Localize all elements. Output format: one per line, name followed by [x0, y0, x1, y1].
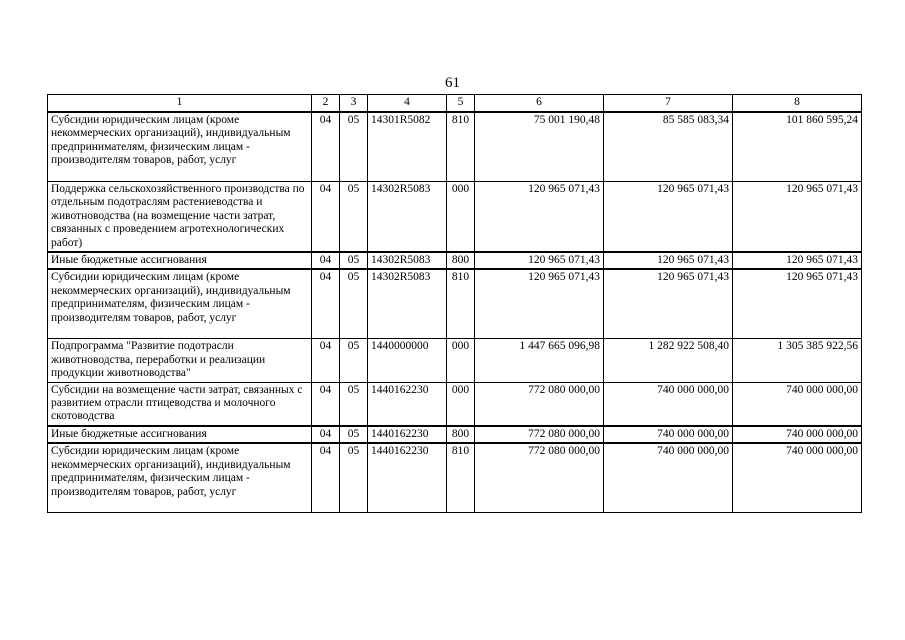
amount-col8: 740 000 000,00	[733, 382, 862, 426]
amount-col8: 1 305 385 922,56	[733, 339, 862, 382]
section-code: 04	[312, 426, 340, 443]
target-article-code: 14302R5083	[368, 269, 447, 339]
table-row	[48, 382, 862, 426]
header-cell: 4	[368, 95, 447, 113]
expense-type-code: 810	[447, 112, 475, 182]
item-name: Субсидии на возмещение части затрат, связанных с развитием отрасли птицеводства и молочного скотоводства	[48, 382, 312, 426]
expense-type-code: 800	[447, 426, 475, 443]
amount-col7: 85 585 083,34	[604, 112, 733, 182]
subsection-code: 05	[340, 339, 368, 382]
section-code: 04	[312, 443, 340, 513]
amount-col8: 740 000 000,00	[733, 426, 862, 443]
table-row	[48, 182, 862, 253]
section-code: 04	[312, 112, 340, 182]
amount-col6: 120 965 071,43	[475, 252, 604, 269]
target-article-code: 14302R5083	[368, 182, 447, 253]
amount-col6: 772 080 000,00	[475, 443, 604, 513]
subsection-code: 05	[340, 182, 368, 253]
header-cell: 7	[604, 95, 733, 113]
amount-col7: 740 000 000,00	[604, 443, 733, 513]
expense-type-code: 810	[447, 443, 475, 513]
table-row	[48, 112, 862, 182]
budget-table	[47, 94, 862, 513]
amount-col7: 740 000 000,00	[604, 382, 733, 426]
amount-col6: 772 080 000,00	[475, 426, 604, 443]
target-article-code: 1440162230	[368, 443, 447, 513]
expense-type-code: 810	[447, 269, 475, 339]
amount-col6: 120 965 071,43	[475, 182, 604, 253]
header-cell: 3	[340, 95, 368, 113]
expense-type-code: 000	[447, 182, 475, 253]
subsection-code: 05	[340, 112, 368, 182]
section-code: 04	[312, 252, 340, 269]
section-code: 04	[312, 382, 340, 426]
target-article-code: 1440000000	[368, 339, 447, 382]
header-cell: 6	[475, 95, 604, 113]
section-code: 04	[312, 182, 340, 253]
header-cell: 8	[733, 95, 862, 113]
table-row	[48, 339, 862, 382]
amount-col7: 740 000 000,00	[604, 426, 733, 443]
item-name: Иные бюджетные ассигнования	[48, 426, 312, 443]
target-article-code: 14301R5082	[368, 112, 447, 182]
amount-col7: 1 282 922 508,40	[604, 339, 733, 382]
amount-col8: 101 860 595,24	[733, 112, 862, 182]
amount-col7: 120 965 071,43	[604, 182, 733, 253]
item-name: Субсидии юридическим лицам (кроме некоммерческих организаций), индивидуальным предпринимателям, физическим лицам - производителям товаров, работ, услуг	[48, 443, 312, 513]
amount-col8: 120 965 071,43	[733, 269, 862, 339]
target-article-code: 14302R5083	[368, 252, 447, 269]
item-name: Субсидии юридическим лицам (кроме некоммерческих организаций), индивидуальным предпринимателям, физическим лицам - производителям товаров, работ, услуг	[48, 269, 312, 339]
amount-col8: 120 965 071,43	[733, 182, 862, 253]
amount-col6: 75 001 190,48	[475, 112, 604, 182]
table-row	[48, 443, 862, 513]
amount-col7: 120 965 071,43	[604, 269, 733, 339]
table-header-row	[48, 95, 862, 113]
page-number: 61	[445, 75, 460, 91]
subsection-code: 05	[340, 252, 368, 269]
expense-type-code: 800	[447, 252, 475, 269]
section-code: 04	[312, 339, 340, 382]
target-article-code: 1440162230	[368, 382, 447, 426]
header-cell: 5	[447, 95, 475, 113]
subsection-code: 05	[340, 426, 368, 443]
table-row	[48, 426, 862, 443]
subsection-code: 05	[340, 382, 368, 426]
table-row	[48, 269, 862, 339]
subsection-code: 05	[340, 443, 368, 513]
item-name: Поддержка сельскохозяйственного производства по отдельным подотраслям растениеводства и животноводства (на возмещение части затрат, связанных с проведением агротехнологических работ)	[48, 182, 312, 253]
amount-col8: 120 965 071,43	[733, 252, 862, 269]
amount-col6: 120 965 071,43	[475, 269, 604, 339]
amount-col8: 740 000 000,00	[733, 443, 862, 513]
expense-type-code: 000	[447, 339, 475, 382]
section-code: 04	[312, 269, 340, 339]
item-name: Субсидии юридическим лицам (кроме некоммерческих организаций), индивидуальным предпринимателям, физическим лицам - производителям товаров, работ, услуг	[48, 112, 312, 182]
amount-col7: 120 965 071,43	[604, 252, 733, 269]
table-row	[48, 252, 862, 269]
subsection-code: 05	[340, 269, 368, 339]
item-name: Подпрограмма "Развитие подотрасли животноводства, переработки и реализации продукции животноводства"	[48, 339, 312, 382]
target-article-code: 1440162230	[368, 426, 447, 443]
expense-type-code: 000	[447, 382, 475, 426]
amount-col6: 1 447 665 096,98	[475, 339, 604, 382]
header-cell: 2	[312, 95, 340, 113]
amount-col6: 772 080 000,00	[475, 382, 604, 426]
header-cell: 1	[48, 95, 312, 113]
item-name: Иные бюджетные ассигнования	[48, 252, 312, 269]
